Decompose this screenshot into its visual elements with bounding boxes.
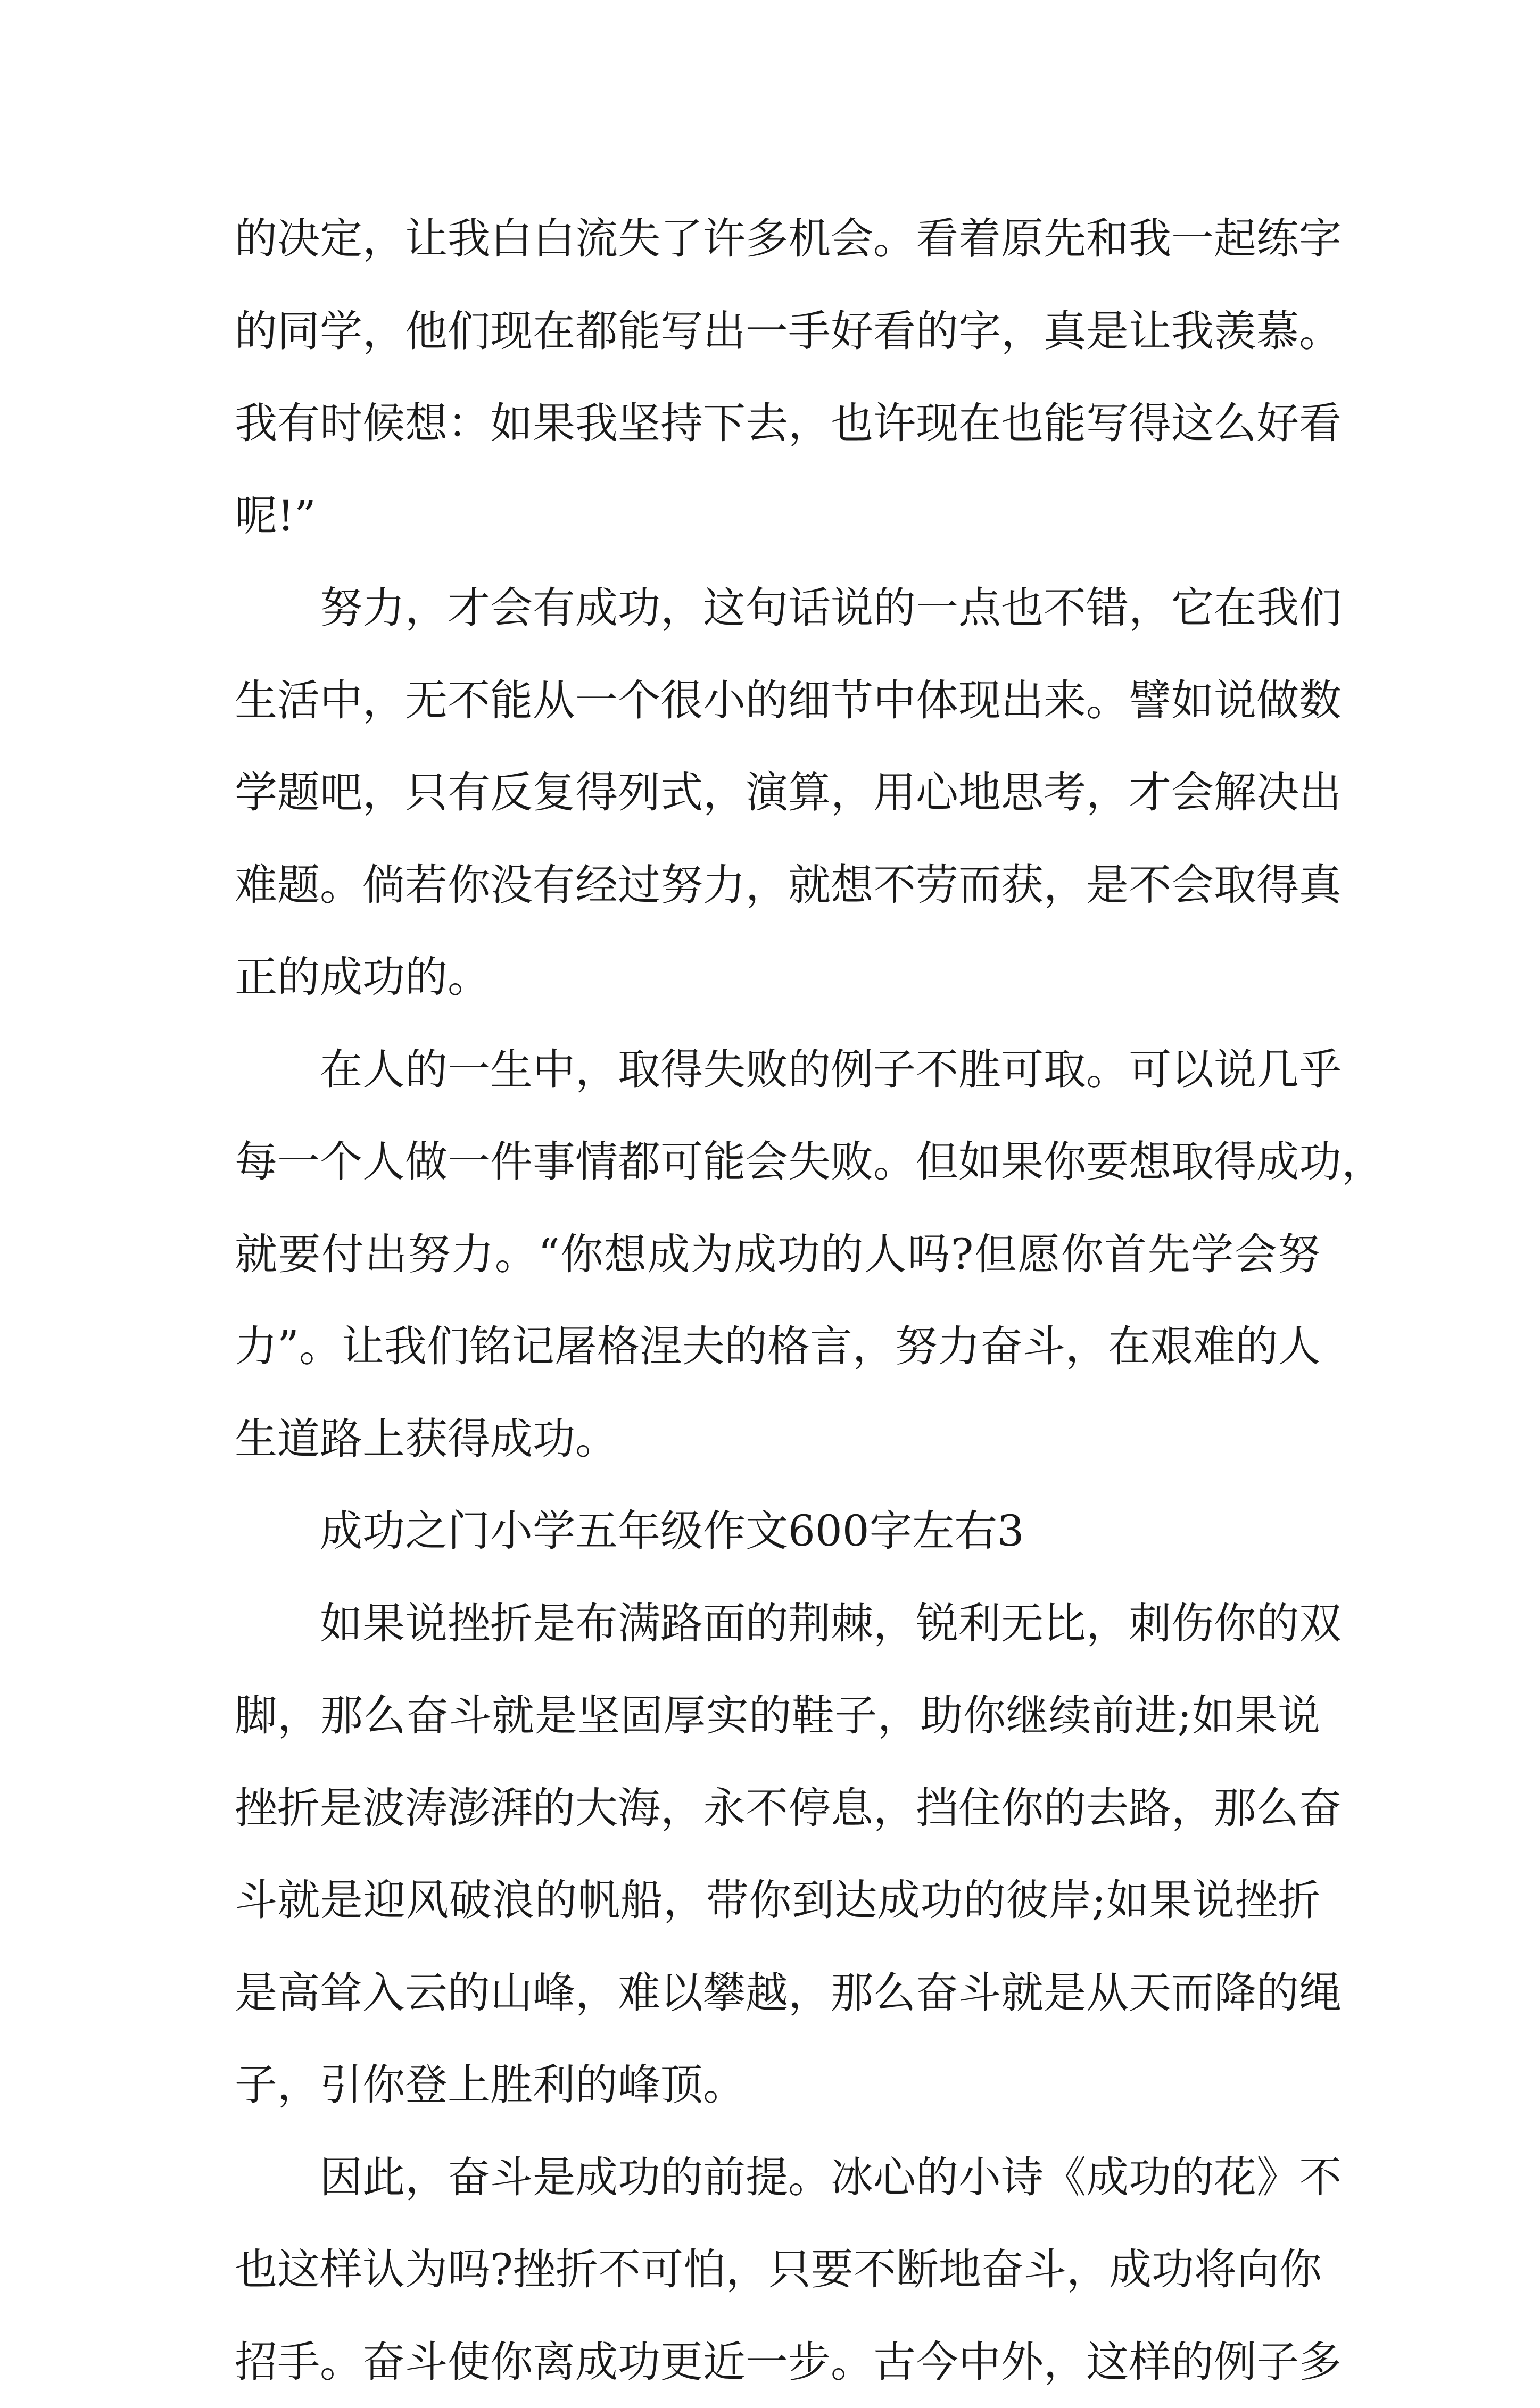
text-line: 力”。让我们铭记屠格涅夫的格言，努力奋斗，在艰难的人 [235,1300,1320,1393]
body-text [235,193,1320,2408]
text-line: 呢!” [235,470,1320,562]
text-line: 我有时候想：如果我坚持下去，也许现在也能写得这么好看 [235,377,1320,470]
text-line: 是高耸入云的山峰，难以攀越，那么奋斗就是从天而降的绳 [235,1947,1320,2039]
paragraph-first-line: 因此，奋斗是成功的前提。冰心的小诗《成功的花》不 [235,2131,1320,2224]
paragraph-first-line: 在人的一生中，取得失败的例子不胜可取。可以说几乎 [235,1024,1320,1116]
text-line: 的决定，让我白白流失了许多机会。看着原先和我一起练字 [235,193,1320,285]
text-line: 也这样认为吗?挫折不可怕，只要不断地奋斗，成功将向你 [235,2223,1320,2316]
text-line: 学题吧，只有反复得列式，演算，用心地思考，才会解决出 [235,746,1320,839]
text-line: 子，引你登上胜利的峰顶。 [235,2039,1320,2131]
text-line: 难题。倘若你没有经过努力，就想不劳而获，是不会取得真 [235,839,1320,932]
paragraph-first-line: 努力，才会有成功，这句话说的一点也不错，它在我们 [235,562,1320,654]
paragraph-first-line: 如果说挫折是布满路面的荆棘，锐利无比，刺伤你的双 [235,1577,1320,1670]
section-heading: 成功之门小学五年级作文600字左右3 [235,1485,1320,1577]
text-line: 生活中，无不能从一个很小的细节中体现出来。譬如说做数 [235,654,1320,747]
text-line: 挫折是波涛澎湃的大海，永不停息，挡住你的去路，那么奋 [235,1762,1320,1855]
text-line: 正的成功的。 [235,931,1320,1024]
text-line: 就要付出努力。“你想成为成功的人吗?但愿你首先学会努 [235,1208,1320,1301]
text-line: 脚，那么奋斗就是坚固厚实的鞋子，助你继续前进;如果说 [235,1670,1320,1762]
text-line: 生道路上获得成功。 [235,1393,1320,1485]
text-line: 每一个人做一件事情都可能会失败。但如果你要想取得成功， [235,1116,1320,1208]
text-line: 斗就是迎风破浪的帆船，带你到达成功的彼岸;如果说挫折 [235,1854,1320,1947]
text-line: 招手。奋斗使你离成功更近一步。古今中外，这样的例子多 [235,2316,1320,2408]
text-line: 的同学，他们现在都能写出一手好看的字，真是让我羡慕。 [235,285,1320,378]
